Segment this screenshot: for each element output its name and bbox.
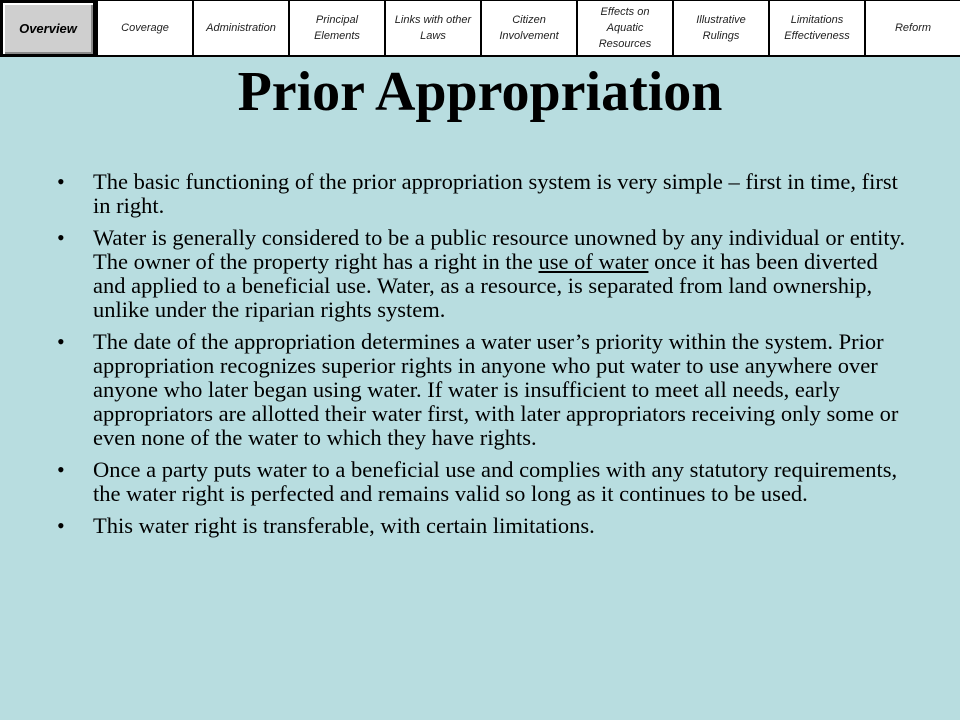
slide-title: Prior Appropriation — [237, 61, 723, 123]
tab-administration[interactable]: Administration — [194, 1, 288, 55]
bullet-icon: • — [57, 457, 65, 482]
tab-effects-on-aquatic-resources[interactable]: Effects on Aquatic Resources — [578, 1, 672, 55]
bullet-text: The date of the appropriation determines a water user’s priority within the system. Prior appropriation recognizes superior rights in anyone who put water to use anywhere over anyone who later began using water. If water is insufficient to meet all needs, early appropriators are allotted their water first, with later appropriators receiving only some or even none of the water to which they have rights. — [93, 329, 899, 450]
tab-illustrative-rulings[interactable]: Illustrative Rulings — [674, 1, 768, 55]
bullet-item — [57, 330, 907, 450]
top-nav-bar — [0, 0, 960, 57]
tab-links-with-other-laws[interactable]: Links with other Laws — [386, 1, 480, 55]
bullet-text: Water is generally considered to be a public resource unowned by any individual or entity. The owner of the property right has a right in the — [93, 225, 906, 274]
bullet-icon: • — [57, 329, 65, 354]
tab-citizen-involvement[interactable]: Citizen Involvement — [482, 1, 576, 55]
bullet-item — [57, 458, 907, 506]
tab-coverage[interactable]: Coverage — [98, 1, 192, 55]
tab-principal-elements[interactable]: Principal Elements — [290, 1, 384, 55]
bullet-icon: • — [57, 513, 65, 538]
bullet-list — [57, 170, 907, 546]
bullet-item — [57, 514, 907, 538]
bullet-text: once it has been diverted and applied to a beneficial use. Water, as a resource, is separated from land ownership, unlike under the riparian rights system. — [93, 249, 878, 322]
tab-limitations-effectiveness[interactable]: Limitations Effectiveness — [770, 1, 864, 55]
bullet-icon: • — [57, 169, 65, 194]
tab-reform[interactable]: Reform — [866, 1, 960, 55]
bullet-text: Once a party puts water to a beneficial use and complies with any statutory requirements, the water right is perfected and remains valid so long as it continues to be used. — [93, 457, 898, 506]
tab-overview[interactable]: Overview — [0, 0, 96, 57]
bullet-item — [57, 226, 907, 322]
bullet-icon: • — [57, 225, 65, 250]
bullet-text: This water right is transferable, with certain limitations. — [93, 513, 595, 538]
bullet-text: The basic functioning of the prior appropriation system is very simple – first in time, first in right. — [93, 169, 898, 218]
underlined-term: use of water — [538, 249, 649, 274]
bullet-item — [57, 170, 907, 218]
